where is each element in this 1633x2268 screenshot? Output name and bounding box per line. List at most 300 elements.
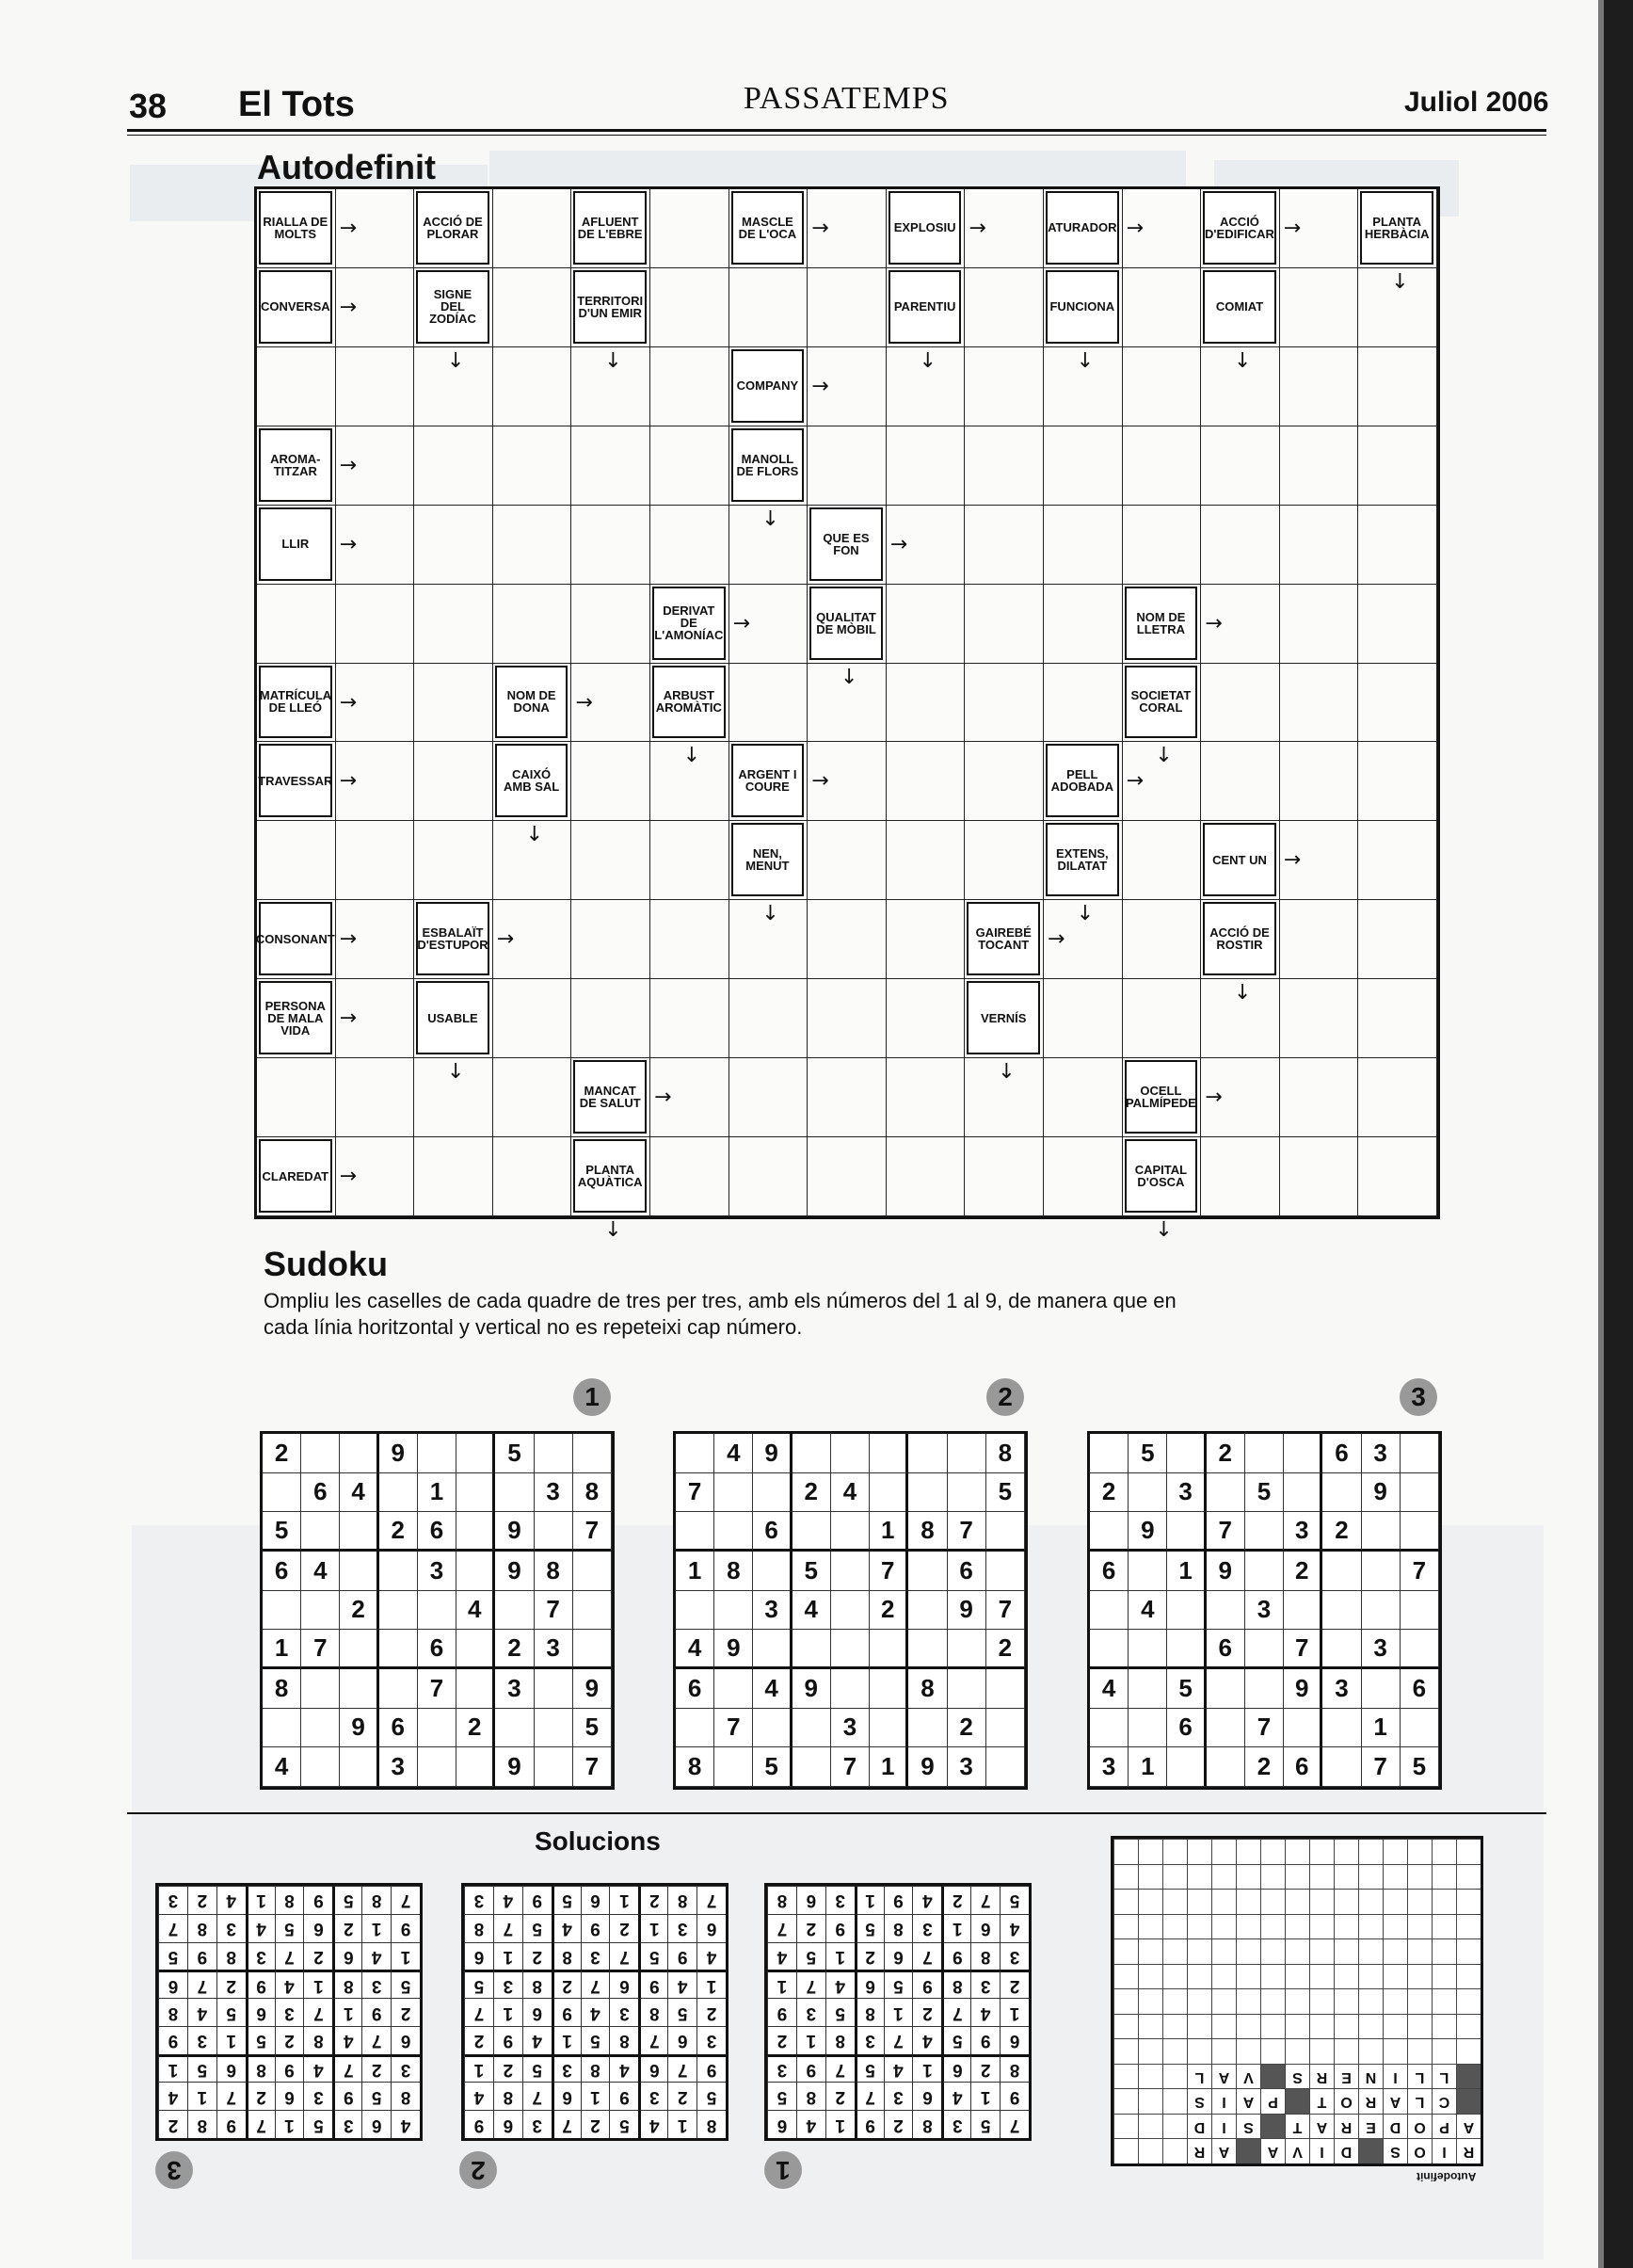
sudoku-cell[interactable] xyxy=(456,1552,495,1591)
sudoku-cell[interactable] xyxy=(870,1473,908,1513)
sudoku-cell[interactable] xyxy=(908,1709,947,1748)
sudoku-cell[interactable] xyxy=(301,1591,340,1631)
crossword-cell[interactable] xyxy=(336,585,415,664)
sudoku-cell[interactable]: 4 xyxy=(340,1473,378,1513)
sudoku-cell[interactable] xyxy=(1322,1709,1361,1748)
crossword-cell[interactable] xyxy=(1358,585,1437,664)
sudoku-cell[interactable]: 3 xyxy=(535,1473,573,1513)
sudoku-cell[interactable]: 7 xyxy=(1245,1709,1284,1748)
crossword-cell[interactable] xyxy=(887,979,966,1058)
crossword-cell[interactable] xyxy=(493,506,572,585)
sudoku-cell[interactable]: 6 xyxy=(1322,1434,1361,1473)
sudoku-cell[interactable]: 6 xyxy=(753,1512,792,1552)
crossword-cell[interactable] xyxy=(571,900,650,979)
sudoku-cell[interactable]: 8 xyxy=(263,1669,301,1709)
crossword-cell[interactable] xyxy=(1123,426,1202,506)
crossword-cell[interactable] xyxy=(493,1058,572,1137)
sudoku-cell[interactable] xyxy=(908,1473,947,1513)
crossword-cell[interactable] xyxy=(1280,506,1359,585)
crossword-cell[interactable] xyxy=(1123,347,1202,426)
sudoku-cell[interactable]: 4 xyxy=(301,1552,340,1591)
crossword-cell[interactable] xyxy=(808,979,887,1058)
crossword-cell[interactable] xyxy=(1358,1137,1437,1216)
crossword-cell[interactable] xyxy=(1358,742,1437,821)
sudoku-cell[interactable]: 7 xyxy=(301,1630,340,1669)
crossword-cell[interactable] xyxy=(808,900,887,979)
crossword-cell[interactable] xyxy=(1123,900,1202,979)
sudoku-cell[interactable]: 6 xyxy=(1167,1709,1206,1748)
sudoku-cell[interactable] xyxy=(456,1747,495,1787)
sudoku-cell[interactable] xyxy=(1207,1709,1245,1748)
sudoku-cell[interactable]: 7 xyxy=(948,1512,986,1552)
sudoku-cell[interactable] xyxy=(792,1709,831,1748)
sudoku-cell[interactable]: 5 xyxy=(495,1434,534,1473)
sudoku-cell[interactable] xyxy=(573,1552,612,1591)
sudoku-cell[interactable]: 3 xyxy=(535,1630,573,1669)
sudoku-cell[interactable] xyxy=(1322,1591,1361,1631)
crossword-cell[interactable] xyxy=(1201,506,1280,585)
sudoku-cell[interactable]: 5 xyxy=(986,1473,1025,1513)
sudoku-cell[interactable]: 9 xyxy=(1207,1552,1245,1591)
sudoku-cell[interactable]: 9 xyxy=(1129,1512,1167,1552)
sudoku-cell[interactable]: 5 xyxy=(1401,1747,1439,1787)
crossword-cell[interactable] xyxy=(965,347,1044,426)
crossword-cell[interactable] xyxy=(493,268,572,347)
sudoku-cell[interactable]: 7 xyxy=(1284,1630,1322,1669)
sudoku-cell[interactable] xyxy=(535,1709,573,1748)
crossword-cell[interactable] xyxy=(257,821,336,900)
crossword-cell[interactable] xyxy=(965,664,1044,743)
sudoku-cell[interactable] xyxy=(495,1709,534,1748)
sudoku-cell[interactable]: 9 xyxy=(495,1512,534,1552)
sudoku-cell[interactable] xyxy=(1090,1591,1129,1631)
sudoku-cell[interactable]: 3 xyxy=(1322,1669,1361,1709)
sudoku-cell[interactable]: 9 xyxy=(340,1709,378,1748)
crossword-cell[interactable] xyxy=(493,426,572,506)
sudoku-cell[interactable] xyxy=(986,1552,1025,1591)
sudoku-cell[interactable]: 4 xyxy=(456,1591,495,1631)
sudoku-cell[interactable]: 5 xyxy=(1167,1669,1206,1709)
crossword-cell[interactable] xyxy=(808,426,887,506)
sudoku-cell[interactable]: 3 xyxy=(379,1747,418,1787)
sudoku-cell[interactable] xyxy=(753,1552,792,1591)
sudoku-cell[interactable]: 7 xyxy=(1401,1552,1439,1591)
sudoku-cell[interactable] xyxy=(340,1434,378,1473)
sudoku-cell[interactable] xyxy=(948,1434,986,1473)
sudoku-cell[interactable]: 6 xyxy=(1401,1669,1439,1709)
sudoku-cell[interactable] xyxy=(1090,1512,1129,1552)
crossword-cell[interactable] xyxy=(650,979,729,1058)
sudoku-cell[interactable]: 1 xyxy=(418,1473,456,1513)
crossword-cell[interactable] xyxy=(1358,664,1437,743)
sudoku-cell[interactable]: 7 xyxy=(986,1591,1025,1631)
sudoku-cell[interactable]: 1 xyxy=(676,1552,714,1591)
sudoku-cell[interactable] xyxy=(1284,1473,1322,1513)
sudoku-cell[interactable]: 6 xyxy=(1090,1552,1129,1591)
crossword-cell[interactable] xyxy=(1044,664,1123,743)
sudoku-cell[interactable] xyxy=(535,1512,573,1552)
sudoku-cell[interactable] xyxy=(1284,1591,1322,1631)
sudoku-cell[interactable] xyxy=(379,1591,418,1631)
sudoku-cell[interactable] xyxy=(1129,1552,1167,1591)
sudoku-cell[interactable]: 6 xyxy=(301,1473,340,1513)
sudoku-cell[interactable]: 9 xyxy=(1284,1669,1322,1709)
sudoku-cell[interactable] xyxy=(1207,1747,1245,1787)
sudoku-cell[interactable]: 3 xyxy=(1167,1473,1206,1513)
crossword-cell[interactable] xyxy=(1044,979,1123,1058)
sudoku-cell[interactable] xyxy=(301,1747,340,1787)
crossword-cell[interactable] xyxy=(965,742,1044,821)
sudoku-cell[interactable]: 2 xyxy=(792,1473,831,1513)
sudoku-cell[interactable] xyxy=(379,1630,418,1669)
sudoku-cell[interactable] xyxy=(456,1669,495,1709)
sudoku-cell[interactable] xyxy=(418,1709,456,1748)
sudoku-cell[interactable]: 6 xyxy=(263,1552,301,1591)
sudoku-cell[interactable] xyxy=(948,1669,986,1709)
crossword-cell[interactable] xyxy=(650,821,729,900)
sudoku-cell[interactable] xyxy=(495,1473,534,1513)
crossword-cell[interactable] xyxy=(1201,1137,1280,1216)
crossword-cell[interactable] xyxy=(1044,506,1123,585)
crossword-cell[interactable] xyxy=(493,979,572,1058)
sudoku-cell[interactable]: 4 xyxy=(1129,1591,1167,1631)
crossword-cell[interactable] xyxy=(729,979,808,1058)
crossword-cell[interactable] xyxy=(1280,1137,1359,1216)
sudoku-cell[interactable] xyxy=(573,1591,612,1631)
sudoku-cell[interactable]: 2 xyxy=(948,1709,986,1748)
sudoku-cell[interactable]: 7 xyxy=(418,1669,456,1709)
sudoku-cell[interactable] xyxy=(1322,1473,1361,1513)
sudoku-cell[interactable]: 2 xyxy=(263,1434,301,1473)
sudoku-cell[interactable]: 4 xyxy=(676,1630,714,1669)
crossword-cell[interactable] xyxy=(650,347,729,426)
sudoku-cell[interactable] xyxy=(418,1747,456,1787)
sudoku-cell[interactable]: 3 xyxy=(1362,1434,1401,1473)
crossword-cell[interactable] xyxy=(1358,506,1437,585)
sudoku-cell[interactable]: 9 xyxy=(792,1669,831,1709)
sudoku-cell[interactable]: 6 xyxy=(948,1552,986,1591)
crossword-cell[interactable] xyxy=(650,426,729,506)
crossword-cell[interactable] xyxy=(650,506,729,585)
sudoku-cell[interactable] xyxy=(676,1434,714,1473)
sudoku-cell[interactable] xyxy=(340,1630,378,1669)
sudoku-cell[interactable]: 4 xyxy=(263,1747,301,1787)
crossword-cell[interactable] xyxy=(1123,268,1202,347)
crossword-cell[interactable] xyxy=(1201,664,1280,743)
crossword-cell[interactable] xyxy=(808,268,887,347)
sudoku-cell[interactable]: 4 xyxy=(1090,1669,1129,1709)
sudoku-cell[interactable]: 2 xyxy=(870,1591,908,1631)
sudoku-cell[interactable]: 8 xyxy=(986,1434,1025,1473)
sudoku-cell[interactable] xyxy=(379,1669,418,1709)
crossword-cell[interactable] xyxy=(257,585,336,664)
sudoku-cell[interactable] xyxy=(831,1512,870,1552)
sudoku-cell[interactable]: 5 xyxy=(573,1709,612,1748)
sudoku-cell[interactable] xyxy=(1401,1434,1439,1473)
sudoku-cell[interactable]: 2 xyxy=(379,1512,418,1552)
sudoku-cell[interactable] xyxy=(870,1709,908,1748)
sudoku-cell[interactable]: 8 xyxy=(908,1512,947,1552)
sudoku-cell[interactable] xyxy=(1129,1669,1167,1709)
sudoku-cell[interactable]: 8 xyxy=(535,1552,573,1591)
crossword-cell[interactable] xyxy=(1044,1058,1123,1137)
sudoku-cell[interactable]: 3 xyxy=(1362,1630,1401,1669)
crossword-cell[interactable] xyxy=(336,821,415,900)
crossword-cell[interactable] xyxy=(493,1137,572,1216)
sudoku-cell[interactable]: 7 xyxy=(573,1512,612,1552)
sudoku-cell[interactable]: 6 xyxy=(418,1512,456,1552)
crossword-cell[interactable] xyxy=(965,426,1044,506)
sudoku-cell[interactable] xyxy=(1207,1473,1245,1513)
sudoku-cell[interactable] xyxy=(986,1747,1025,1787)
sudoku-cell[interactable]: 7 xyxy=(573,1747,612,1787)
sudoku-cell[interactable] xyxy=(1401,1709,1439,1748)
sudoku-cell[interactable] xyxy=(870,1630,908,1669)
sudoku-cell[interactable] xyxy=(1207,1591,1245,1631)
sudoku-cell[interactable] xyxy=(379,1552,418,1591)
sudoku-cell[interactable] xyxy=(301,1434,340,1473)
sudoku-cell[interactable]: 9 xyxy=(908,1747,947,1787)
sudoku-cell[interactable] xyxy=(1167,1630,1206,1669)
sudoku-cell[interactable]: 2 xyxy=(340,1591,378,1631)
sudoku-cell[interactable]: 6 xyxy=(418,1630,456,1669)
crossword-cell[interactable] xyxy=(414,1137,493,1216)
crossword-cell[interactable] xyxy=(1044,1137,1123,1216)
sudoku-cell[interactable]: 6 xyxy=(379,1709,418,1748)
sudoku-cell[interactable]: 8 xyxy=(908,1669,947,1709)
crossword-cell[interactable] xyxy=(808,821,887,900)
sudoku-cell[interactable] xyxy=(456,1473,495,1513)
sudoku-cell[interactable]: 9 xyxy=(379,1434,418,1473)
sudoku-cell[interactable]: 6 xyxy=(1207,1630,1245,1669)
crossword-cell[interactable] xyxy=(808,1058,887,1137)
sudoku-cell[interactable] xyxy=(301,1709,340,1748)
crossword-cell[interactable] xyxy=(965,268,1044,347)
sudoku-cell[interactable] xyxy=(1245,1630,1284,1669)
sudoku-cell[interactable] xyxy=(714,1512,753,1552)
crossword-cell[interactable] xyxy=(965,821,1044,900)
sudoku-cell[interactable] xyxy=(676,1709,714,1748)
crossword-cell[interactable] xyxy=(336,347,415,426)
sudoku-cell[interactable]: 1 xyxy=(1362,1709,1401,1748)
crossword-cell[interactable] xyxy=(650,1137,729,1216)
sudoku-cell[interactable] xyxy=(535,1669,573,1709)
crossword-cell[interactable] xyxy=(729,664,808,743)
crossword-cell[interactable] xyxy=(1280,664,1359,743)
crossword-cell[interactable] xyxy=(1358,900,1437,979)
sudoku-cell[interactable] xyxy=(1401,1512,1439,1552)
sudoku-cell[interactable] xyxy=(792,1630,831,1669)
sudoku-cell[interactable]: 1 xyxy=(870,1512,908,1552)
sudoku-cell[interactable] xyxy=(1362,1552,1401,1591)
sudoku-cell[interactable] xyxy=(831,1630,870,1669)
sudoku-cell[interactable] xyxy=(1245,1512,1284,1552)
sudoku-cell[interactable]: 2 xyxy=(1322,1512,1361,1552)
sudoku-cell[interactable]: 3 xyxy=(1245,1591,1284,1631)
crossword-cell[interactable] xyxy=(729,1137,808,1216)
sudoku-cell[interactable]: 1 xyxy=(870,1747,908,1787)
sudoku-cell[interactable] xyxy=(1401,1630,1439,1669)
sudoku-cell[interactable]: 7 xyxy=(1207,1512,1245,1552)
sudoku-cell[interactable] xyxy=(1129,1630,1167,1669)
crossword-cell[interactable] xyxy=(965,506,1044,585)
crossword-cell[interactable] xyxy=(1201,742,1280,821)
sudoku-cell[interactable]: 5 xyxy=(263,1512,301,1552)
sudoku-cell[interactable]: 9 xyxy=(714,1630,753,1669)
crossword-cell[interactable] xyxy=(887,1058,966,1137)
sudoku-cell[interactable] xyxy=(676,1591,714,1631)
sudoku-cell[interactable] xyxy=(1167,1512,1206,1552)
sudoku-cell[interactable] xyxy=(986,1669,1025,1709)
sudoku-cell[interactable] xyxy=(263,1473,301,1513)
sudoku-cell[interactable] xyxy=(986,1512,1025,1552)
sudoku-cell[interactable]: 2 xyxy=(1090,1473,1129,1513)
crossword-cell[interactable] xyxy=(1280,347,1359,426)
sudoku-cell[interactable] xyxy=(908,1630,947,1669)
sudoku-cell[interactable] xyxy=(908,1434,947,1473)
sudoku-cell[interactable] xyxy=(301,1512,340,1552)
sudoku-cell[interactable] xyxy=(1167,1434,1206,1473)
crossword-cell[interactable] xyxy=(414,664,493,743)
crossword-cell[interactable] xyxy=(1123,821,1202,900)
crossword-cell[interactable] xyxy=(414,506,493,585)
crossword-cell[interactable] xyxy=(1358,821,1437,900)
sudoku-cell[interactable] xyxy=(792,1747,831,1787)
sudoku-cell[interactable] xyxy=(535,1434,573,1473)
sudoku-cell[interactable] xyxy=(1090,1709,1129,1748)
sudoku-cell[interactable]: 3 xyxy=(495,1669,534,1709)
sudoku-cell[interactable]: 7 xyxy=(831,1747,870,1787)
sudoku-cell[interactable]: 1 xyxy=(263,1630,301,1669)
sudoku-cell[interactable] xyxy=(831,1552,870,1591)
sudoku-cell[interactable] xyxy=(340,1512,378,1552)
sudoku-cell[interactable] xyxy=(870,1434,908,1473)
sudoku-cell[interactable] xyxy=(1207,1669,1245,1709)
sudoku-cell[interactable] xyxy=(831,1591,870,1631)
crossword-cell[interactable] xyxy=(571,506,650,585)
sudoku-cell[interactable]: 9 xyxy=(495,1552,534,1591)
crossword-cell[interactable] xyxy=(1044,426,1123,506)
crossword-cell[interactable] xyxy=(414,585,493,664)
sudoku-cell[interactable] xyxy=(1245,1669,1284,1709)
crossword-cell[interactable] xyxy=(493,585,572,664)
sudoku-cell[interactable]: 9 xyxy=(948,1591,986,1631)
sudoku-cell[interactable] xyxy=(379,1473,418,1513)
sudoku-cell[interactable] xyxy=(573,1434,612,1473)
sudoku-cell[interactable] xyxy=(456,1512,495,1552)
crossword-cell[interactable] xyxy=(887,1137,966,1216)
sudoku-cell[interactable]: 3 xyxy=(1090,1747,1129,1787)
sudoku-cell[interactable] xyxy=(1245,1434,1284,1473)
sudoku-cell[interactable] xyxy=(1401,1591,1439,1631)
sudoku-cell[interactable] xyxy=(908,1552,947,1591)
crossword-cell[interactable] xyxy=(1280,1058,1359,1137)
sudoku-cell[interactable] xyxy=(714,1669,753,1709)
sudoku-cell[interactable] xyxy=(1245,1552,1284,1591)
crossword-cell[interactable] xyxy=(414,742,493,821)
sudoku-cell[interactable]: 7 xyxy=(714,1709,753,1748)
crossword-cell[interactable] xyxy=(1280,742,1359,821)
sudoku-cell[interactable]: 9 xyxy=(573,1669,612,1709)
sudoku-cell[interactable] xyxy=(714,1747,753,1787)
sudoku-cell[interactable] xyxy=(418,1591,456,1631)
crossword-cell[interactable] xyxy=(650,268,729,347)
sudoku-cell[interactable]: 4 xyxy=(753,1669,792,1709)
sudoku-cell[interactable]: 2 xyxy=(495,1630,534,1669)
sudoku-cell[interactable] xyxy=(831,1434,870,1473)
sudoku-cell[interactable]: 2 xyxy=(1284,1552,1322,1591)
sudoku-cell[interactable] xyxy=(948,1473,986,1513)
crossword-cell[interactable] xyxy=(729,1058,808,1137)
sudoku-cell[interactable] xyxy=(263,1591,301,1631)
sudoku-cell[interactable]: 7 xyxy=(1362,1747,1401,1787)
sudoku-cell[interactable]: 3 xyxy=(753,1591,792,1631)
sudoku-cell[interactable] xyxy=(1284,1709,1322,1748)
sudoku-cell[interactable]: 4 xyxy=(831,1473,870,1513)
sudoku-cell[interactable] xyxy=(1167,1747,1206,1787)
sudoku-cell[interactable]: 3 xyxy=(1284,1512,1322,1552)
sudoku-cell[interactable] xyxy=(456,1434,495,1473)
crossword-cell[interactable] xyxy=(571,426,650,506)
sudoku-cell[interactable] xyxy=(1090,1630,1129,1669)
crossword-cell[interactable] xyxy=(257,347,336,426)
crossword-cell[interactable] xyxy=(1123,506,1202,585)
sudoku-cell[interactable]: 5 xyxy=(753,1747,792,1787)
sudoku-cell[interactable]: 4 xyxy=(792,1591,831,1631)
sudoku-cell[interactable]: 7 xyxy=(676,1473,714,1513)
crossword-cell[interactable] xyxy=(729,268,808,347)
sudoku-cell[interactable] xyxy=(1362,1669,1401,1709)
sudoku-cell[interactable]: 9 xyxy=(495,1747,534,1787)
sudoku-cell[interactable]: 6 xyxy=(1284,1747,1322,1787)
sudoku-cell[interactable] xyxy=(456,1630,495,1669)
sudoku-cell[interactable] xyxy=(1322,1552,1361,1591)
sudoku-cell[interactable]: 1 xyxy=(1167,1552,1206,1591)
sudoku-cell[interactable] xyxy=(418,1434,456,1473)
sudoku-cell[interactable]: 9 xyxy=(753,1434,792,1473)
sudoku-cell[interactable] xyxy=(831,1669,870,1709)
crossword-cell[interactable] xyxy=(1358,347,1437,426)
sudoku-cell[interactable] xyxy=(1322,1747,1361,1787)
crossword-cell[interactable] xyxy=(1201,426,1280,506)
crossword-cell[interactable] xyxy=(1280,268,1359,347)
sudoku-cell[interactable] xyxy=(1401,1473,1439,1513)
sudoku-cell[interactable] xyxy=(495,1591,534,1631)
sudoku-cell[interactable] xyxy=(573,1630,612,1669)
sudoku-cell[interactable]: 2 xyxy=(1245,1747,1284,1787)
sudoku-cell[interactable] xyxy=(1284,1434,1322,1473)
crossword-cell[interactable] xyxy=(1123,979,1202,1058)
crossword-cell[interactable] xyxy=(1044,585,1123,664)
crossword-cell[interactable] xyxy=(887,426,966,506)
crossword-cell[interactable] xyxy=(887,664,966,743)
sudoku-cell[interactable]: 7 xyxy=(870,1552,908,1591)
sudoku-cell[interactable] xyxy=(1362,1512,1401,1552)
crossword-cell[interactable] xyxy=(965,1137,1044,1216)
sudoku-cell[interactable] xyxy=(753,1630,792,1669)
crossword-cell[interactable] xyxy=(1280,426,1359,506)
crossword-cell[interactable] xyxy=(887,585,966,664)
crossword-cell[interactable] xyxy=(414,426,493,506)
sudoku-cell[interactable]: 3 xyxy=(418,1552,456,1591)
sudoku-cell[interactable] xyxy=(714,1591,753,1631)
sudoku-cell[interactable] xyxy=(792,1434,831,1473)
sudoku-cell[interactable]: 8 xyxy=(714,1552,753,1591)
sudoku-cell[interactable]: 2 xyxy=(456,1709,495,1748)
crossword-cell[interactable] xyxy=(1280,900,1359,979)
sudoku-cell[interactable]: 5 xyxy=(1245,1473,1284,1513)
crossword-cell[interactable] xyxy=(650,900,729,979)
